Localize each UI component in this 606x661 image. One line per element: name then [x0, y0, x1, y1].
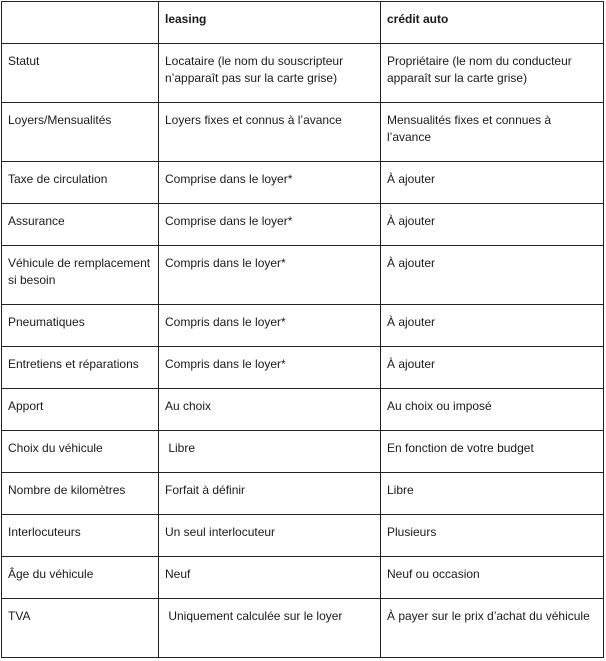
- row-label: Choix du véhicule: [2, 431, 159, 473]
- credit-cell: Neuf ou occasion: [381, 557, 604, 599]
- table-row: [2, 599, 604, 658]
- row-label: Véhicule de remplacement si besoin: [2, 246, 159, 305]
- leasing-cell: Forfait à définir: [159, 473, 381, 515]
- leasing-cell: Compris dans le loyer*: [159, 347, 381, 389]
- leasing-cell: Comprise dans le loyer*: [159, 162, 381, 204]
- table-row: [2, 473, 604, 515]
- leasing-cell: Un seul interlocuteur: [159, 515, 381, 557]
- row-label: Apport: [2, 389, 159, 431]
- credit-cell: À ajouter: [381, 246, 604, 305]
- row-label: Loyers/Mensualités: [2, 103, 159, 162]
- leasing-cell: Compris dans le loyer*: [159, 246, 381, 305]
- row-label: Assurance: [2, 204, 159, 246]
- credit-cell: À ajouter: [381, 347, 604, 389]
- table-row: [2, 431, 604, 473]
- row-label: Nombre de kilomètres: [2, 473, 159, 515]
- comparison-table: [1, 1, 604, 658]
- header-row: [2, 2, 604, 44]
- leasing-cell: Neuf: [159, 557, 381, 599]
- row-label: Interlocuteurs: [2, 515, 159, 557]
- row-label: Statut: [2, 44, 159, 103]
- leasing-cell: Locataire (le nom du souscripteur n’apparaît pas sur la carte grise): [159, 44, 381, 103]
- table-row: [2, 44, 604, 103]
- credit-cell: En fonction de votre budget: [381, 431, 604, 473]
- row-label: Âge du véhicule: [2, 557, 159, 599]
- row-label: Entretiens et réparations: [2, 347, 159, 389]
- table-row: [2, 557, 604, 599]
- header-cell-credit-auto: crédit auto: [381, 2, 604, 44]
- header-cell-empty: [2, 2, 159, 44]
- table-row: [2, 305, 604, 347]
- leasing-cell: Comprise dans le loyer*: [159, 204, 381, 246]
- leasing-cell: Loyers fixes et connus à l’avance: [159, 103, 381, 162]
- leasing-cell: Au choix: [159, 389, 381, 431]
- table-row: [2, 204, 604, 246]
- credit-cell: À ajouter: [381, 162, 604, 204]
- leasing-cell: Uniquement calculée sur le loyer: [159, 599, 381, 658]
- table-row: [2, 347, 604, 389]
- leasing-cell: Compris dans le loyer*: [159, 305, 381, 347]
- header-cell-leasing: leasing: [159, 2, 381, 44]
- row-label: Taxe de circulation: [2, 162, 159, 204]
- credit-cell: Propriétaire (le nom du conducteur apparaît sur la carte grise): [381, 44, 604, 103]
- table-row: [2, 246, 604, 305]
- leasing-cell: Libre: [159, 431, 381, 473]
- table-row: [2, 103, 604, 162]
- table-row: [2, 515, 604, 557]
- row-label: TVA: [2, 599, 159, 658]
- credit-cell: Au choix ou imposé: [381, 389, 604, 431]
- row-label: Pneumatiques: [2, 305, 159, 347]
- credit-cell: À ajouter: [381, 305, 604, 347]
- credit-cell: Plusieurs: [381, 515, 604, 557]
- table-row: [2, 389, 604, 431]
- credit-cell: À payer sur le prix d’achat du véhicule: [381, 599, 604, 658]
- credit-cell: À ajouter: [381, 204, 604, 246]
- table-row: [2, 162, 604, 204]
- credit-cell: Mensualités fixes et connues à l’avance: [381, 103, 604, 162]
- credit-cell: Libre: [381, 473, 604, 515]
